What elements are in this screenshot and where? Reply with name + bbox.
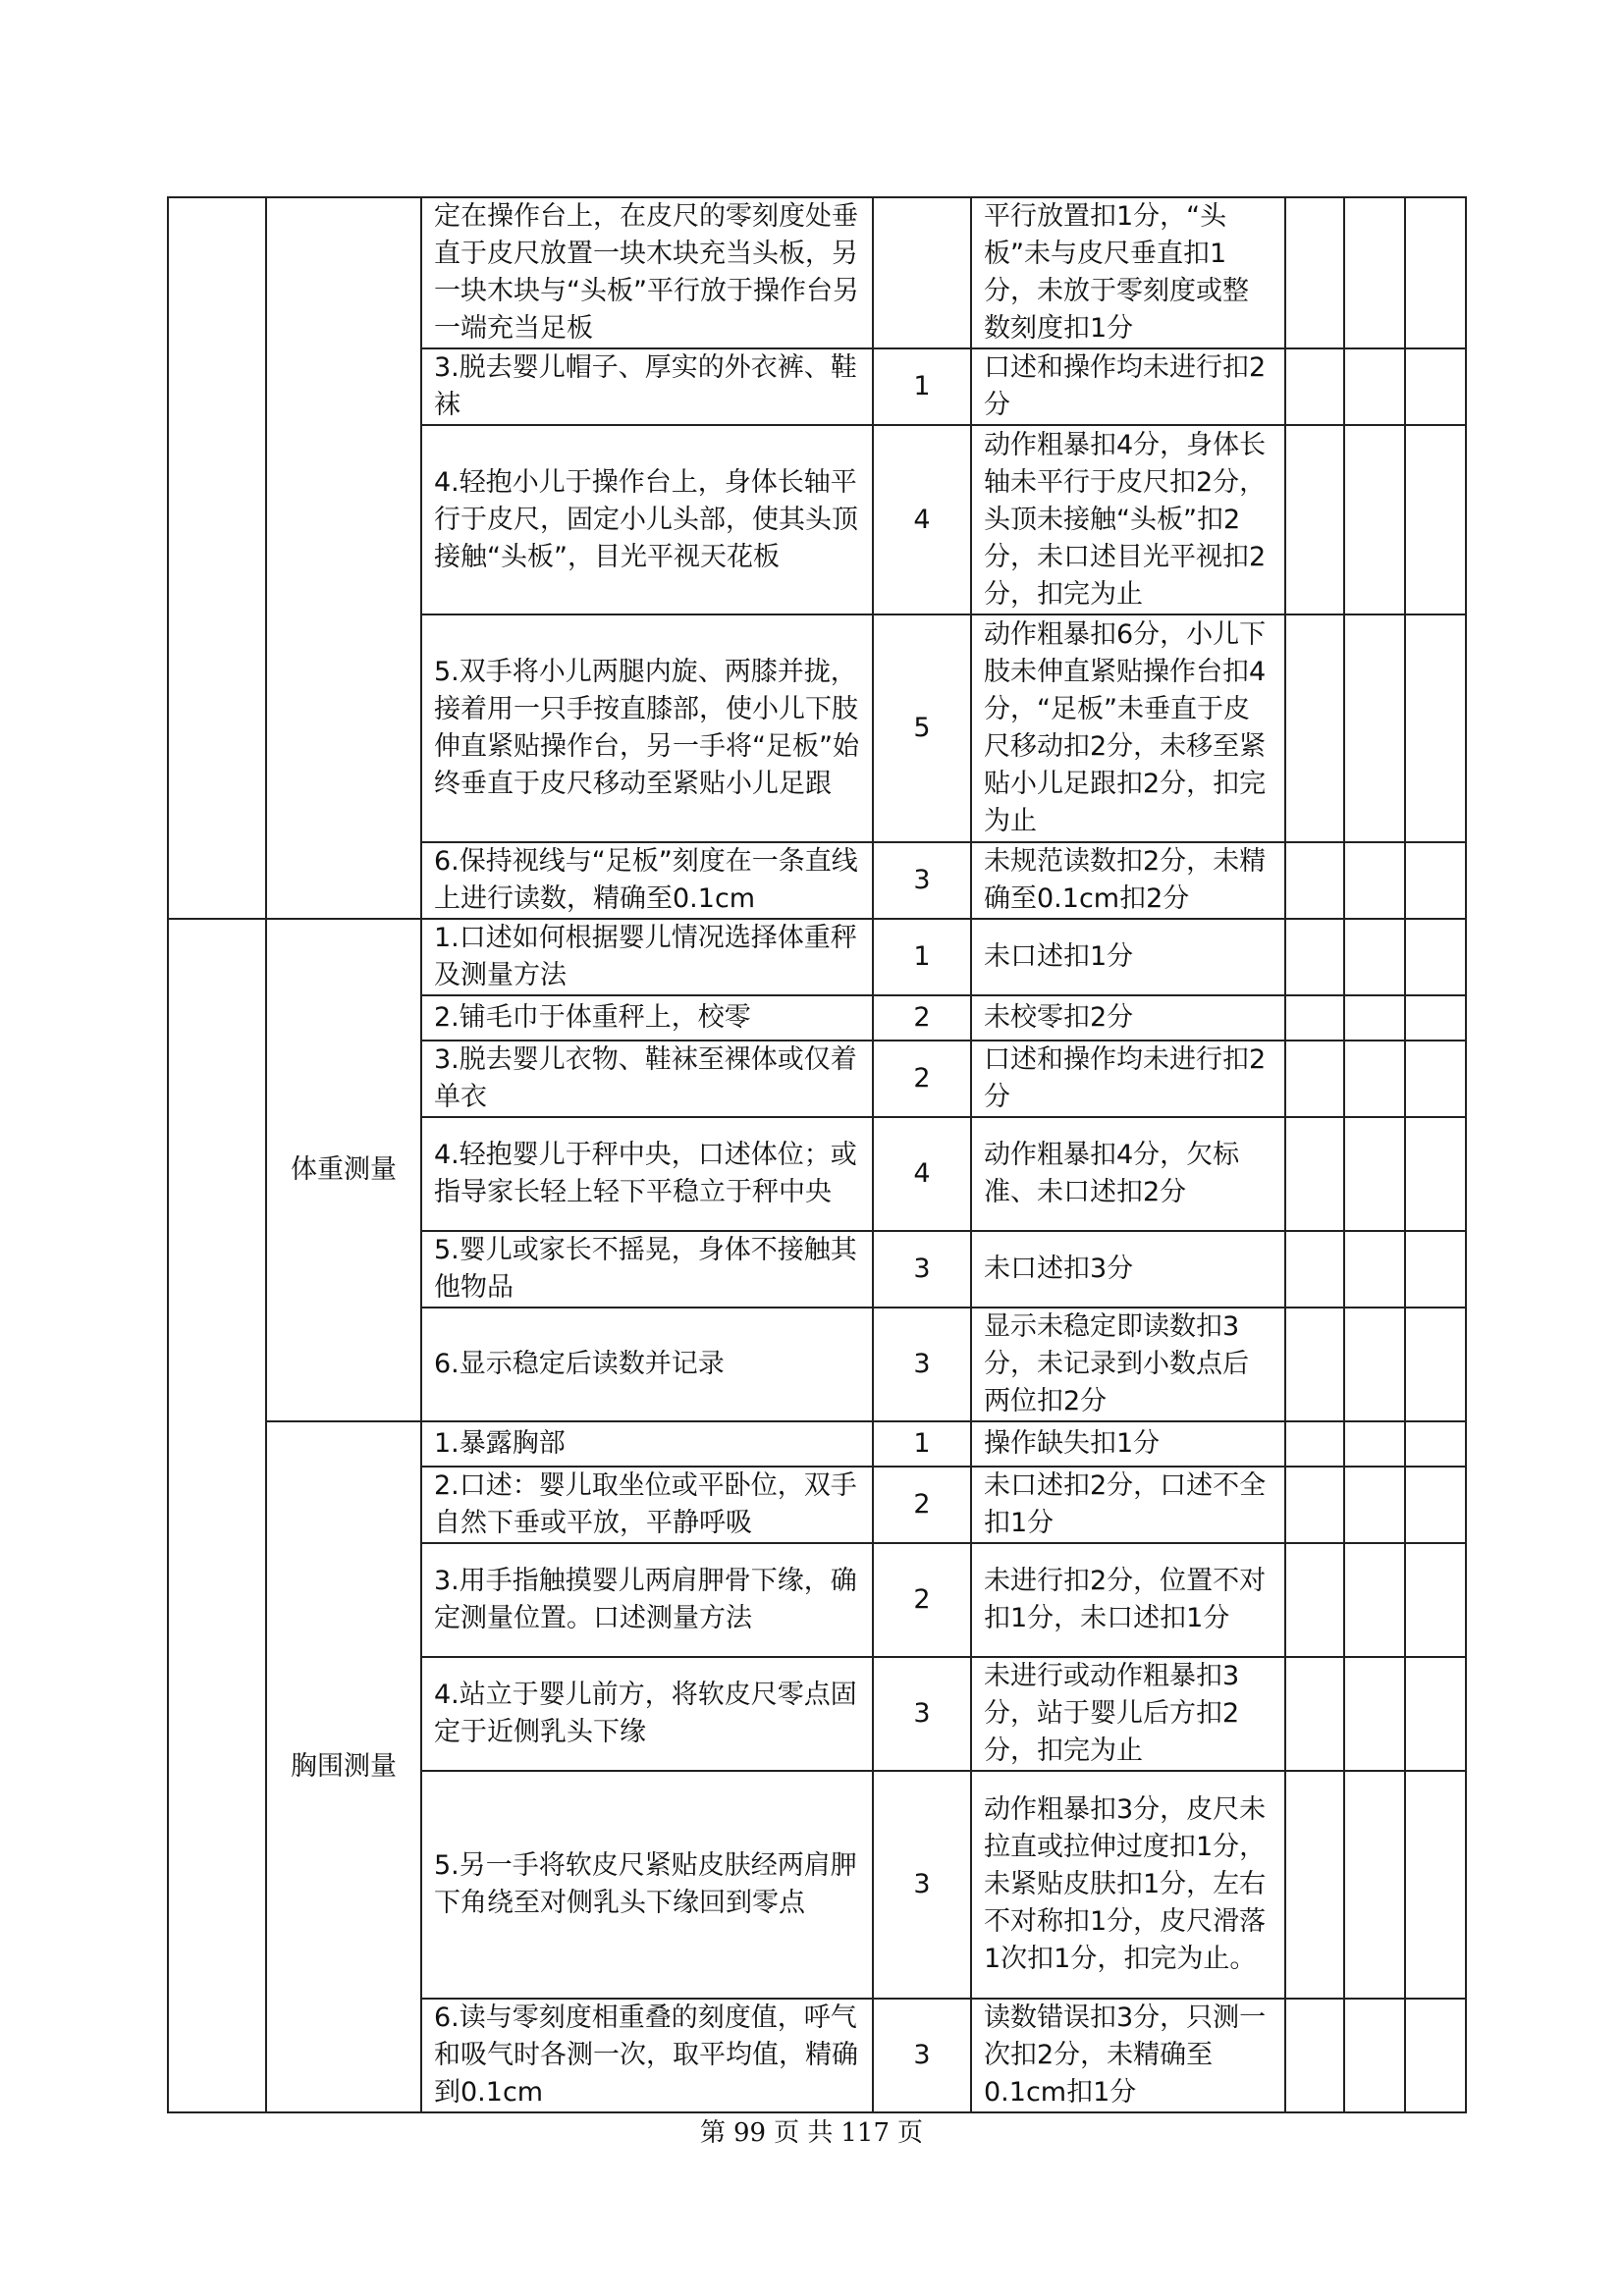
blank-cell [1285,1771,1344,1999]
score-cell: 4 [873,425,971,614]
step-cell: 5.另一手将软皮尺紧贴皮肤经两肩胛下角绕至对侧乳头下缘回到零点 [421,1771,873,1999]
deduction-cell: 动作粗暴扣4分，欠标准、未口述扣2分 [971,1117,1285,1231]
step-cell: 3.脱去婴儿帽子、厚实的外衣裤、鞋袜 [421,348,873,425]
blank-cell [1285,425,1344,614]
step-cell: 4.轻抱婴儿于秤中央，口述体位；或指导家长轻上轻下平稳立于秤中央 [421,1117,873,1231]
blank-cell [1405,1771,1466,1999]
score-cell: 5 [873,614,971,842]
score-cell: 4 [873,1117,971,1231]
blank-cell [1344,1771,1405,1999]
deduction-cell: 动作粗暴扣6分，小儿下肢未伸直紧贴操作台扣4分，“足板”未垂直于皮尺移动扣2分，未移至紧贴小儿足跟扣2分，扣完为止 [971,614,1285,842]
blank-cell [1344,614,1405,842]
score-cell: 3 [873,1231,971,1308]
category-cell [168,197,266,919]
blank-cell [1405,1467,1466,1543]
section-title-weight: 体重测量 [266,919,421,1421]
deduction-cell: 动作粗暴扣4分，身体长轴未平行于皮尺扣2分，头顶未接触“头板”扣2分，未口述目光平视扣2分，扣完为止 [971,425,1285,614]
blank-cell [1344,842,1405,919]
blank-cell [1405,1231,1466,1308]
step-cell: 5.双手将小儿两腿内旋、两膝并拢，接着用一只手按直膝部，使小儿下肢伸直紧贴操作台，另一手将“足板”始终垂直于皮尺移动至紧贴小儿足跟 [421,614,873,842]
score-cell: 1 [873,348,971,425]
page-footer [0,2112,1623,2149]
blank-cell [1344,919,1405,995]
step-cell: 定在操作台上，在皮尺的零刻度处垂直于皮尺放置一块木块充当头板，另一块木块与“头板”平行放于操作台另一端充当足板 [421,197,873,348]
blank-cell [1344,995,1405,1041]
step-cell: 3.脱去婴儿衣物、鞋袜至裸体或仅着单衣 [421,1041,873,1117]
blank-cell [1405,1999,1466,2112]
blank-cell [1285,1041,1344,1117]
blank-cell [1285,1999,1344,2112]
deduction-cell: 平行放置扣1分，“头板”未与皮尺垂直扣1分，未放于零刻度或整数刻度扣1分 [971,197,1285,348]
blank-cell [1405,614,1466,842]
table-row [168,1421,1466,1467]
blank-cell [1285,1117,1344,1231]
score-cell: 2 [873,995,971,1041]
deduction-cell: 未规范读数扣2分，未精确至0.1cm扣2分 [971,842,1285,919]
score-cell: 2 [873,1543,971,1657]
deduction-cell: 未校零扣2分 [971,995,1285,1041]
step-cell: 1.口述如何根据婴儿情况选择体重秤及测量方法 [421,919,873,995]
blank-cell [1344,1657,1405,1771]
blank-cell [1344,1308,1405,1421]
blank-cell [1344,1543,1405,1657]
blank-cell [1285,348,1344,425]
footer-mid: 页 共 [774,2118,834,2148]
blank-cell [1405,1308,1466,1421]
blank-cell [1405,348,1466,425]
blank-cell [1405,1421,1466,1467]
category-cell [168,919,266,2112]
deduction-cell: 动作粗暴扣3分，皮尺未拉直或拉伸过度扣1分，未紧贴皮肤扣1分，左右不对称扣1分，皮尺滑落1次扣1分，扣完为止。 [971,1771,1285,1999]
deduction-cell: 未口述扣2分，口述不全扣1分 [971,1467,1285,1543]
score-cell: 1 [873,1421,971,1467]
blank-cell [1285,919,1344,995]
step-cell: 2.铺毛巾于体重秤上，校零 [421,995,873,1041]
blank-cell [1405,995,1466,1041]
score-cell: 2 [873,1041,971,1117]
blank-cell [1405,919,1466,995]
step-cell: 3.用手指触摸婴儿两肩胛骨下缘，确定测量位置。口述测量方法 [421,1543,873,1657]
deduction-cell: 读数错误扣3分，只测一次扣2分，未精确至0.1cm扣1分 [971,1999,1285,2112]
step-cell: 1.暴露胸部 [421,1421,873,1467]
page-number: 99 [733,2118,767,2148]
blank-cell [1285,842,1344,919]
step-cell: 5.婴儿或家长不摇晃，身体不接触其他物品 [421,1231,873,1308]
score-cell: 3 [873,842,971,919]
score-cell [873,197,971,348]
blank-cell [1405,425,1466,614]
blank-cell [1344,348,1405,425]
table-row [168,197,1466,348]
step-cell: 6.显示稳定后读数并记录 [421,1308,873,1421]
step-cell: 4.轻抱小儿于操作台上，身体长轴平行于皮尺，固定小儿头部，使其头顶接触“头板”，目光平视天花板 [421,425,873,614]
blank-cell [1344,197,1405,348]
blank-cell [1285,1308,1344,1421]
blank-cell [1405,1117,1466,1231]
deduction-cell: 未进行扣2分，位置不对扣1分，未口述扣1分 [971,1543,1285,1657]
blank-cell [1344,1117,1405,1231]
deduction-cell: 未进行或动作粗暴扣3分，站于婴儿后方扣2分，扣完为止 [971,1657,1285,1771]
scoring-table [167,196,1467,2113]
section-title-chest: 胸围测量 [266,1421,421,2112]
deduction-cell: 未口述扣3分 [971,1231,1285,1308]
footer-suffix: 页 [897,2118,924,2148]
footer-prefix: 第 [699,2118,726,2148]
blank-cell [1285,995,1344,1041]
step-cell: 6.保持视线与“足板”刻度在一条直线上进行读数，精确至0.1cm [421,842,873,919]
blank-cell [1405,1041,1466,1117]
blank-cell [1344,1421,1405,1467]
blank-cell [1285,1467,1344,1543]
blank-cell [1344,1041,1405,1117]
score-cell: 2 [873,1467,971,1543]
table-row [168,919,1466,995]
deduction-cell: 口述和操作均未进行扣2分 [971,348,1285,425]
section-cell [266,197,421,919]
blank-cell [1344,1999,1405,2112]
score-cell: 3 [873,1657,971,1771]
blank-cell [1285,1543,1344,1657]
blank-cell [1405,197,1466,348]
blank-cell [1405,1543,1466,1657]
deduction-cell: 显示未稳定即读数扣3分，未记录到小数点后两位扣2分 [971,1308,1285,1421]
deduction-cell: 未口述扣1分 [971,919,1285,995]
blank-cell [1285,614,1344,842]
score-cell: 3 [873,1308,971,1421]
blank-cell [1344,1231,1405,1308]
deduction-cell: 口述和操作均未进行扣2分 [971,1041,1285,1117]
total-pages: 117 [840,2118,890,2148]
blank-cell [1405,1657,1466,1771]
blank-cell [1285,197,1344,348]
blank-cell [1405,842,1466,919]
blank-cell [1285,1231,1344,1308]
score-cell: 3 [873,1999,971,2112]
score-cell: 1 [873,919,971,995]
step-cell: 4.站立于婴儿前方，将软皮尺零点固定于近侧乳头下缘 [421,1657,873,1771]
blank-cell [1344,1467,1405,1543]
blank-cell [1344,425,1405,614]
deduction-cell: 操作缺失扣1分 [971,1421,1285,1467]
blank-cell [1285,1657,1344,1771]
step-cell: 2.口述：婴儿取坐位或平卧位，双手自然下垂或平放，平静呼吸 [421,1467,873,1543]
blank-cell [1285,1421,1344,1467]
score-cell: 3 [873,1771,971,1999]
step-cell: 6.读与零刻度相重叠的刻度值，呼气和吸气时各测一次，取平均值，精确到0.1cm [421,1999,873,2112]
